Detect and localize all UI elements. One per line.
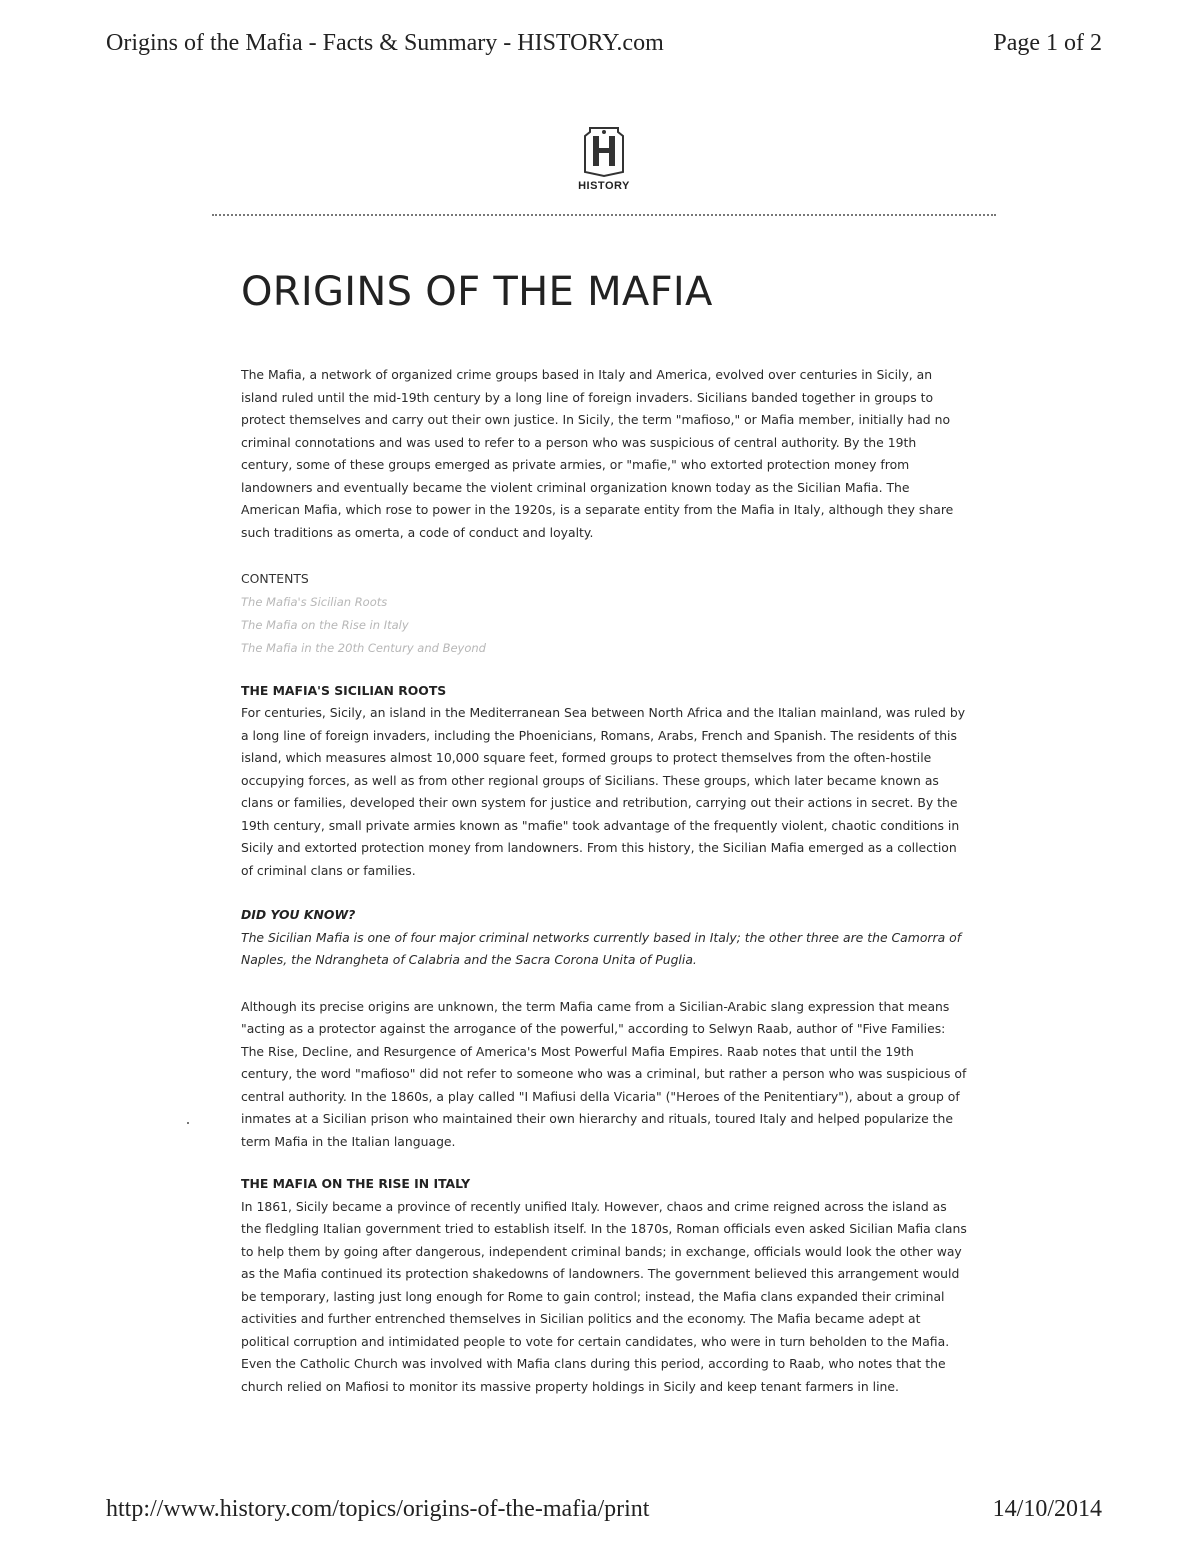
history-logo[interactable] (566, 126, 642, 196)
article-title: ORIGINS OF THE MAFIA (241, 269, 713, 315)
section-body-sicilian-roots: For centuries, Sicily, an island in the Mediterranean Sea between North Africa and the Italian mainland, was ruled by a long line of foreign invaders, including the Phoenicians, Romans, Arabs, French and Spanish. The residents of this island, which measures almost 10,000 square feet, formed groups to protect themselves from the often-hostile occupying forces, as well as from other regional groups of Sicilians. These groups, which later became known as clans or families, developed their own system for justice and retribution, carrying out their actions in secret. By the 19th century, small private armies known as "mafie" took advantage of the frequently violent, chaotic conditions in Sicily and extorted protection money from landowners. From this history, the Sicilian Mafia emerged as a collection of criminal clans or families. (241, 705, 966, 878)
toc-link-20th-century[interactable]: The Mafia in the 20th Century and Beyond (241, 640, 486, 655)
history-wordmark: HISTORY (578, 180, 630, 192)
contents-label: CONTENTS (241, 571, 309, 586)
toc-link-sicilian-roots[interactable]: The Mafia's Sicilian Roots (241, 594, 388, 609)
article-intro: The Mafia, a network of organized crime groups based in Italy and America, evolved over centuries in Sicily, an island ruled until the mid-19th century by a long line of foreign invaders. Sicilians banded together in groups to protect themselves and carry out their own justice. In Sicily, the term "mafioso," or Mafia member, initially had no criminal connotations and was used to refer to a person who was suspicious of central authority. By the 19th century, some of these groups emerged as private armies, or "mafie," who extorted protection money from landowners and eventually became the violent criminal organization known today as the Sicilian Mafia. The American Mafia, which rose to power in the 1920s, is a separate entity from the Mafia in Italy, although they share such traditions as omerta, a code of conduct and loyalty. (241, 367, 954, 540)
print-footer (106, 1496, 1102, 1523)
history-h-logo-icon (576, 126, 632, 178)
section-heading-rise-in-italy: THE MAFIA ON THE RISE IN ITALY (241, 1176, 471, 1191)
header-divider (212, 214, 996, 216)
section-heading-sicilian-roots: THE MAFIA'S SICILIAN ROOTS (241, 682, 447, 698)
section-body-rise-in-italy: In 1861, Sicily became a province of recently unified Italy. However, chaos and crime reigned across the island as the fledgling Italian government tried to establish itself. In the 1870s, Roman officials even asked Sicilian Mafia clans to help them by going after dangerous, independent criminal bands; in exchange, officials would look the other way as the Mafia continued its protection shakedowns of landowners. The government believed this arrangement would be temporary, lasting just long enough for Rome to gain control; instead, the Mafia clans expanded their criminal activities and further entrenched themselves in Sicilian politics and the economy. The Mafia became adept at political corruption and intimidated people to vote for certain candidates, who were in turn beholden to the Mafia. Even the Catholic Church was involved with Mafia clans during this period, according to Raab, who notes that the church relied on Mafiosi to monitor its massive property holdings in Sicily and keep tenant farmers in line. (241, 1198, 967, 1394)
table-of-contents (241, 568, 967, 660)
print-url[interactable]: http://www.history.com/topics/origins-of-the-mafia/print (106, 1496, 650, 1522)
paragraph-term-origin: Although its precise origins are unknown, the term Mafia came from a Sicilian-Arabic slang expression that means "acting as a protector against the arrogance of the powerful," according to Selwyn Raab, author of "Five Families: The Rise, Decline, and Resurgence of America's Most Powerful Mafia Empires. Raab notes that until the 19th century, the word "mafioso" did not refer to someone who was a criminal, but rather a person who was suspicious of central authority. In the 1860s, a play called "I Mafiusi della Vicaria" ("Heroes of the Penitentiary"), about a group of inmates at a Sicilian prison who maintained their own hierarchy and rituals, toured Italy and helped popularize the term Mafia in the Italian language. (241, 998, 967, 1149)
toc-link-rise-in-italy[interactable]: The Mafia on the Rise in Italy (241, 617, 409, 632)
print-header (106, 30, 1102, 57)
print-page-number: Page 1 of 2 (993, 30, 1102, 56)
print-page-title: Origins of the Mafia - Facts & Summary - HISTORY.com (106, 30, 664, 56)
did-you-know-heading: DID YOU KNOW? (241, 907, 356, 922)
print-date: 14/10/2014 (992, 1496, 1102, 1522)
article (241, 268, 967, 1398)
did-you-know-body: The Sicilian Mafia is one of four major criminal networks currently based in Italy; the other three are the Camorra of Naples, the Ndrangheta of Calabria and the Sacra Corona Unita of Puglia. (241, 929, 962, 967)
scan-artifact (187, 1122, 189, 1124)
did-you-know-box (241, 904, 967, 972)
